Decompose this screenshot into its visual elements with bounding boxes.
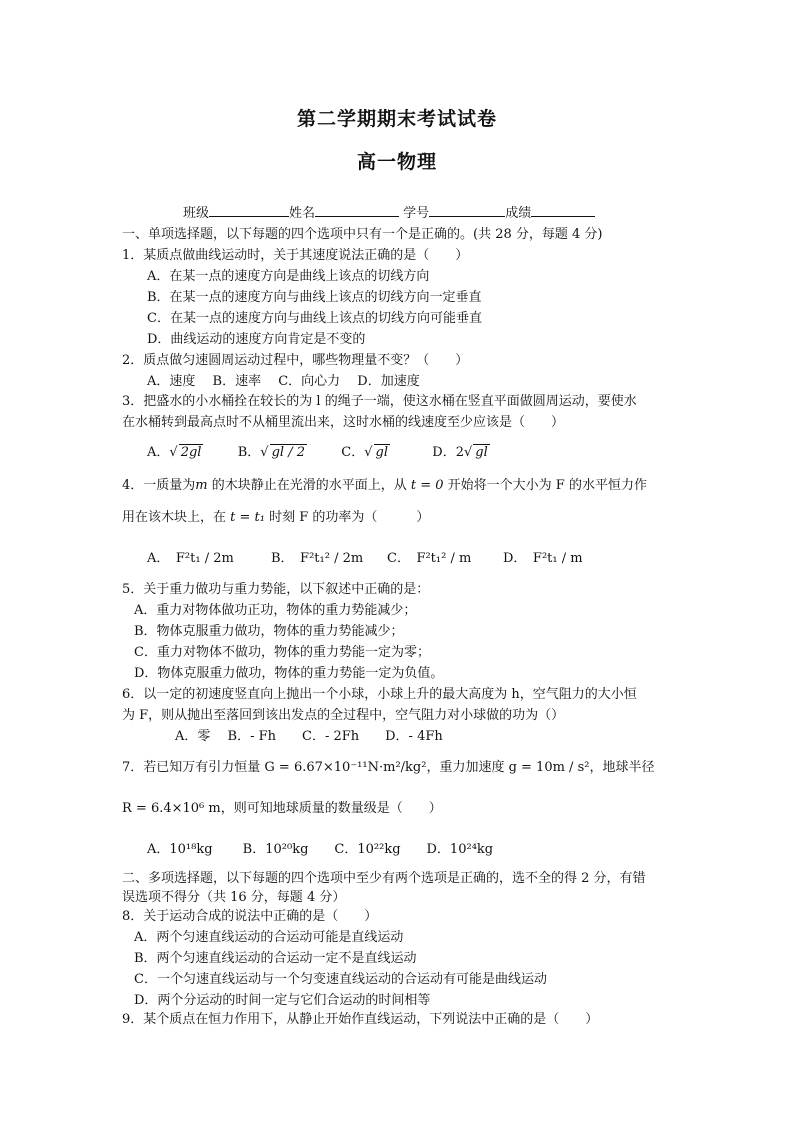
- q1-option-c: C．在某一点的速度方向与曲线上该点的切线方向可能垂直: [147, 311, 482, 326]
- section1-heading: 一、单项选择题，以下每题的四个选项中只有一个是正确的。(共 28 分，每题 4 分): [122, 227, 603, 242]
- name-field[interactable]: [315, 204, 399, 217]
- q8-option-c: C．一个匀速直线运动与一个匀变速直线运动的合运动有可能是曲线运动: [134, 972, 547, 987]
- q3-a-label: A．: [147, 445, 170, 460]
- section2-line2: 误选项不得分（共 16 分，每题 4 分）: [122, 890, 346, 905]
- score-field[interactable]: [531, 204, 595, 217]
- q7-line2: R = 6.4×10⁶ m，则可知地球质量的数量级是（ ）: [122, 801, 442, 816]
- page-subtitle: 高一物理: [356, 151, 437, 173]
- q4-text-b: 的木块静止在光滑的水平面上，从: [207, 478, 411, 493]
- student-info-line: [183, 202, 595, 221]
- section2-line1: 二、多项选择题，以下每题的四个选项中至少有两个选项是正确的，选不全的得 2 分，有错: [122, 871, 646, 886]
- q6-options: A．零 B．- Fh C．- 2Fh D．- 4Fh: [175, 729, 443, 744]
- q3-d-label: D．2: [432, 445, 464, 460]
- q3-c-value: gl: [375, 445, 389, 460]
- q1-option-d: D．曲线运动的速度方向肯定是不变的: [147, 332, 366, 347]
- q8-option-b: B．两个匀速直线运动的合运动一定不是直线运动: [134, 951, 417, 966]
- q1-option-a: A．在某一点的速度方向是曲线上该点的切线方向: [147, 269, 430, 284]
- q2-stem: 2．质点做匀速圆周运动过程中，哪些物理量不变？（ ）: [122, 353, 469, 368]
- q8-stem: 8．关于运动合成的说法中正确的是（ ）: [122, 909, 378, 924]
- q3-line2: 在水桶转到最高点时不从桶里流出来，这时水桶的线速度至少应该是（ ）: [122, 415, 565, 430]
- q9-stem: 9．某个质点在恒力作用下，从静止开始作直线运动，下列说法中正确的是（ ）: [122, 1012, 599, 1027]
- q4-text-e: 时刻 F 的功率为（ ）: [264, 510, 430, 525]
- q4-t0: t = 0: [410, 478, 444, 493]
- q3-d-value: gl: [475, 445, 488, 460]
- q4-line2: [122, 506, 429, 525]
- q3-b-value: gl / 2: [271, 445, 305, 460]
- number-field[interactable]: [429, 204, 505, 217]
- q3-a-value: 2gl: [180, 445, 202, 460]
- q8-option-d: D．两个分运动的时间一定与它们合运动的时间相等: [134, 993, 431, 1008]
- q4-var-m: m: [195, 478, 208, 493]
- q7-options: A．10¹⁸kg B．10²⁰kg C．10²²kg D．10²⁴kg: [147, 842, 494, 857]
- q5-option-a: A．重力对物体做功正功，物体的重力势能减少；: [134, 603, 417, 618]
- class-field[interactable]: [209, 204, 289, 217]
- q4-option-a: A． F²t₁ / 2m: [147, 551, 234, 566]
- q4-text-d: 用在该木块上，在: [122, 510, 231, 525]
- q5-option-d: D．物体克服重力做功，物体的重力势能一定为负值。: [134, 666, 444, 681]
- number-label: 学号: [403, 206, 430, 221]
- q5-stem: 5．关于重力做功与重力势能，以下叙述中正确的是：: [122, 582, 430, 597]
- q4-text-c: 开始将一个大小为 F 的水平恒力作: [443, 478, 647, 493]
- q3-options: A．√ 2gl B．√ gl / 2 C．√ gl D．2√ gl: [147, 445, 488, 460]
- q3-b-label: B．: [237, 445, 261, 460]
- class-label: 班级: [183, 206, 210, 221]
- q4-t1: t = t₁: [230, 510, 265, 525]
- q4-line1: [122, 474, 647, 493]
- q4-text-a: 4．一质量为: [122, 478, 196, 493]
- page-title: 第二学期期末考试试卷: [296, 108, 497, 130]
- q6-line2: 为 F，则从抛出至落回到该出发点的全过程中，空气阻力对小球做的功为（）: [122, 708, 565, 723]
- name-label: 姓名: [289, 206, 316, 221]
- q5-option-b: B．物体克服重力做功，物体的重力势能减少；: [134, 624, 404, 639]
- q4-option-d: D． F²t₁ / m: [503, 551, 583, 566]
- q3-c-label: C．: [341, 445, 365, 460]
- q5-option-c: C．重力对物体不做功，物体的重力势能一定为零；: [134, 645, 430, 660]
- score-label: 成绩: [505, 206, 532, 221]
- q3-line1: 3．把盛水的小水桶拴在较长的为 l 的绳子一端，使这水桶在竖直平面做圆周运动，要使水: [122, 394, 637, 409]
- q2-options: A．速度 B．速率 C．向心力 D．加速度: [147, 374, 420, 389]
- q6-line1: 6．以一定的初速度竖直向上抛出一个小球，小球上升的最大高度为 h，空气阻力的大小恒: [122, 687, 637, 702]
- q4-option-b: B． F²t₁² / 2m: [271, 551, 364, 566]
- q4-option-c: C． F²t₁² / m: [387, 551, 472, 566]
- q8-option-a: A．两个匀速直线运动的合运动可能是直线运动: [134, 930, 404, 945]
- q7-line1: 7．若已知万有引力恒量 G = 6.67×10⁻¹¹N·m²/kg²，重力加速度 g = 10m / s²，地球半径: [122, 760, 655, 775]
- q1-stem: 1．某质点做曲线运动时，关于其速度说法正确的是（ ）: [122, 248, 469, 263]
- q1-option-b: B．在某一点的速度方向与曲线上该点的切线方向一定垂直: [147, 290, 482, 305]
